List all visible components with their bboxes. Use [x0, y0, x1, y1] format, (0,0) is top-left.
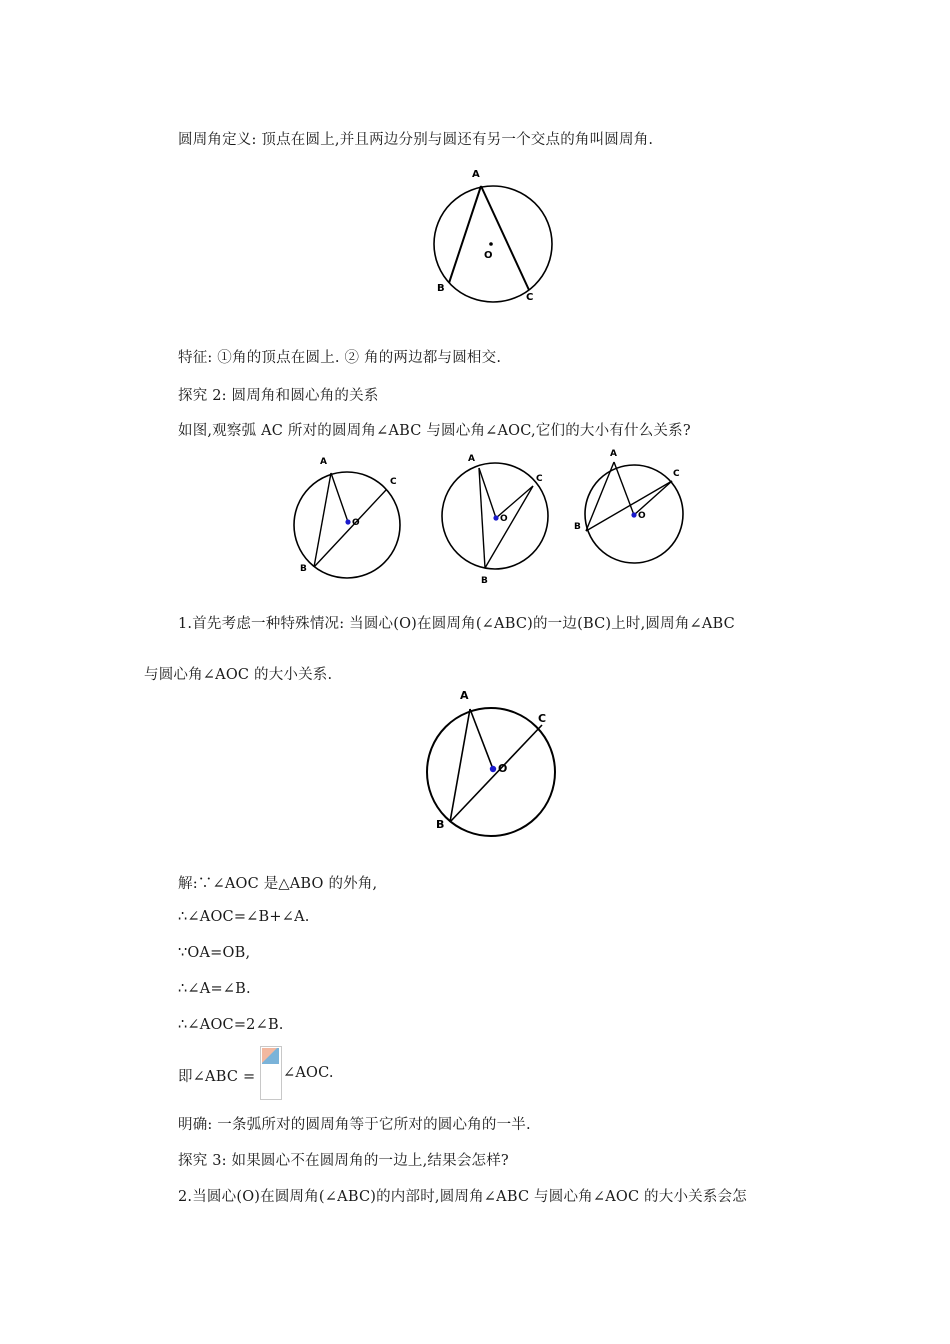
- case1-line1: 1.首先考虑一种特殊情况: 当圆心(O)在圆周角(∠ABC)的一边(BC)上时,圆周角∠ABC: [178, 616, 735, 632]
- label-a: A: [460, 689, 469, 702]
- chord-bc: [586, 481, 672, 531]
- chord-ac: [481, 186, 529, 290]
- result-suffix: ∠AOC.: [283, 1065, 334, 1081]
- label-c: C: [536, 474, 543, 484]
- radius-oa: [331, 473, 348, 522]
- broken-fraction-image-icon: [260, 1046, 282, 1100]
- label-o: O: [500, 514, 508, 524]
- diameter-bc: [314, 490, 386, 567]
- label-a: A: [320, 457, 327, 467]
- label-o: O: [484, 250, 493, 261]
- broken-image-thumbnail: [262, 1048, 279, 1064]
- label-b: B: [574, 522, 581, 532]
- proof-step-5: ∴∠AOC=2∠B.: [178, 1017, 284, 1033]
- proof-step-4: ∴∠A=∠B.: [178, 981, 251, 997]
- radius-oc: [634, 481, 672, 515]
- case1-line2: 与圆心角∠AOC 的大小关系.: [144, 667, 333, 683]
- proof-step-1: 解:∵∠AOC 是△ABO 的外角,: [178, 876, 378, 892]
- center-point: [345, 519, 350, 524]
- figure-inscribed-angle: [420, 160, 570, 310]
- label-a: A: [610, 449, 617, 459]
- result-prefix: 即∠ABC =: [178, 1069, 256, 1085]
- label-c: C: [390, 477, 397, 487]
- features-text: 特征: ①角的顶点在圆上. ② 角的两边都与圆相交.: [178, 350, 502, 366]
- fraction-placeholder: [262, 1069, 279, 1097]
- label-b: B: [300, 564, 307, 574]
- figure-center-on-side: [286, 450, 416, 585]
- figure-case1: [420, 684, 580, 844]
- label-o: O: [352, 518, 360, 528]
- circle-outline: [434, 186, 552, 302]
- label-a: A: [468, 454, 475, 464]
- label-c: C: [526, 292, 534, 303]
- figure-center-inside: [432, 448, 562, 588]
- circle-outline: [427, 708, 555, 836]
- explore2-title: 探究 2: 圆周角和圆心角的关系: [178, 388, 379, 404]
- label-o: O: [638, 511, 646, 521]
- chord-ab: [314, 473, 331, 567]
- center-point: [493, 515, 498, 520]
- case2-text: 2.当圆心(O)在圆周角(∠ABC)的内部时,圆周角∠ABC 与圆心角∠AOC 的大小关系会怎: [178, 1189, 747, 1205]
- clarify-text: 明确: 一条弧所对的圆周角等于它所对的圆心角的一半.: [178, 1117, 531, 1133]
- proof-step-3: ∵OA=OB,: [178, 945, 251, 961]
- center-point: [489, 242, 493, 246]
- chord-ab: [586, 462, 614, 531]
- center-point: [490, 766, 496, 772]
- label-c: C: [673, 469, 680, 479]
- chord-bc: [485, 486, 533, 568]
- label-b: B: [481, 576, 488, 586]
- center-point: [631, 512, 636, 517]
- label-b: B: [436, 818, 445, 831]
- label-b: B: [437, 283, 445, 294]
- figure-center-outside: [572, 444, 697, 574]
- label-o: O: [498, 762, 508, 775]
- explore2-question: 如图,观察弧 AC 所对的圆周角∠ABC 与圆心角∠AOC,它们的大小有什么关系?: [178, 423, 691, 439]
- radius-oa: [470, 709, 493, 769]
- label-a: A: [472, 169, 480, 180]
- proof-step-2: ∴∠AOC=∠B+∠A.: [178, 909, 310, 925]
- definition-text: 圆周角定义: 顶点在圆上,并且两边分别与圆还有另一个交点的角叫圆周角.: [178, 132, 654, 148]
- radius-oa: [614, 462, 634, 515]
- label-c: C: [538, 712, 547, 725]
- circle-outline: [294, 472, 400, 578]
- explore3-text: 探究 3: 如果圆心不在圆周角的一边上,结果会怎样?: [178, 1153, 509, 1169]
